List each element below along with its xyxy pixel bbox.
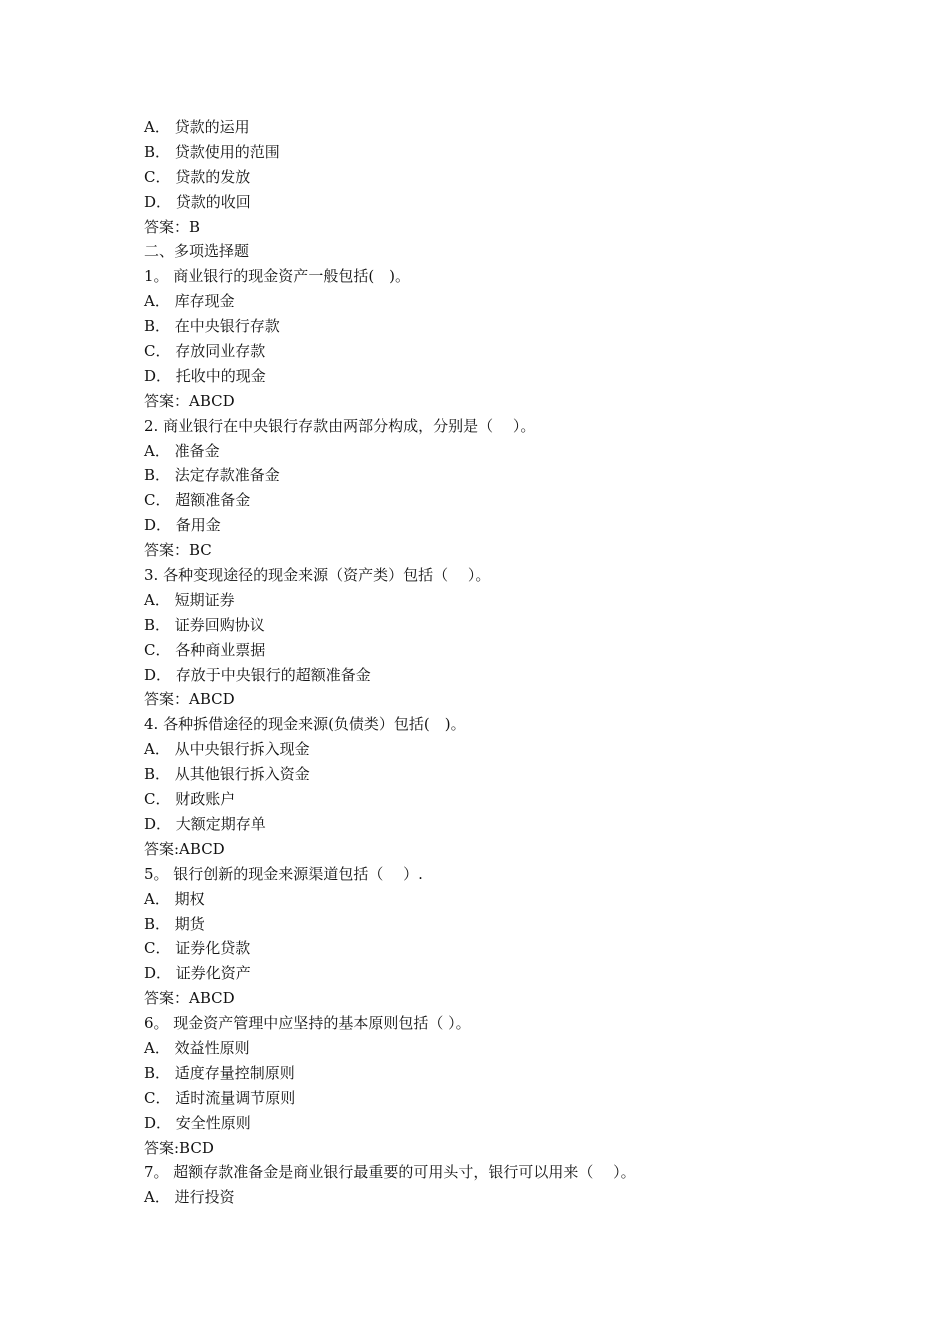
question-5: 5。 银行创新的现金来源渠道包括（ ）.: [144, 864, 423, 883]
question-7: 7。 超额存款准备金是商业银行最重要的可用头寸，银行可以用来（ ）。: [144, 1163, 636, 1182]
option-d-line: D． 大额定期存单: [144, 814, 266, 833]
option-b-line: B． 在中央银行存款: [144, 317, 280, 336]
option-d-line: D． 备用金: [144, 516, 221, 535]
option-a-line: A． 从中央银行拆入现金: [144, 740, 310, 759]
option-d-line: D． 贷款的收回: [144, 192, 251, 211]
question-4: 4. 各种拆借途径的现金来源(负债类）包括( )。: [144, 715, 466, 734]
question-1: 1。 商业银行的现金资产一般包括( )。: [144, 267, 411, 286]
option-c-line: C． 存放同业存款: [144, 342, 266, 361]
option-d-line: D． 安全性原则: [144, 1113, 251, 1132]
document-page: [144, 115, 844, 1210]
question-2: 2. 商业银行在中央银行存款由两部分构成，分别是（ ）。: [144, 416, 536, 435]
option-d-line: D． 证券化资产: [144, 964, 251, 983]
option-a-line: A． 效益性原则: [144, 1038, 250, 1057]
option-a-line: A． 库存现金: [144, 292, 235, 311]
option-b-line: B． 适度存量控制原则: [144, 1063, 295, 1082]
option-d-line: D． 存放于中央银行的超额准备金: [144, 665, 371, 684]
answer-line: 答案：ABCD: [144, 989, 235, 1008]
answer-line: 答案:BCD: [144, 1138, 214, 1157]
option-a-line: A． 进行投资: [144, 1188, 235, 1207]
option-c-line: C． 财政账户: [144, 790, 236, 809]
option-a-line: A． 准备金: [144, 441, 220, 460]
section-heading: 二、多项选择题: [144, 242, 250, 261]
question-6: 6。 现金资产管理中应坚持的基本原则包括（ ）。: [144, 1014, 471, 1033]
answer-line: 答案：ABCD: [144, 391, 235, 410]
option-a-line: A． 期权: [144, 889, 205, 908]
option-b-line: B． 期货: [144, 914, 205, 933]
option-c-line: C． 适时流量调节原则: [144, 1088, 296, 1107]
option-a-line: A． 短期证券: [144, 590, 235, 609]
answer-line: 答案：BC: [144, 541, 212, 560]
option-c-line: C． 证券化贷款: [144, 939, 251, 958]
option-b-line: B． 贷款使用的范围: [144, 142, 280, 161]
option-c-line: C． 贷款的发放: [144, 167, 251, 186]
answer-line: 答案:ABCD: [144, 839, 225, 858]
option-b-line: B． 证券回购协议: [144, 615, 265, 634]
answer-line: 答案：B: [144, 217, 201, 236]
option-d-line: D． 托收中的现金: [144, 366, 266, 385]
option-a-line: A． 贷款的运用: [144, 118, 250, 136]
question-3: 3. 各种变现途径的现金来源（资产类）包括（ ）。: [144, 566, 491, 585]
option-b-line: B． 从其他银行拆入资金: [144, 765, 310, 784]
answer-line: 答案：ABCD: [144, 690, 235, 709]
option-c-line: C． 各种商业票据: [144, 640, 266, 659]
option-b-line: B． 法定存款准备金: [144, 466, 280, 485]
option-c-line: C． 超额准备金: [144, 491, 251, 510]
